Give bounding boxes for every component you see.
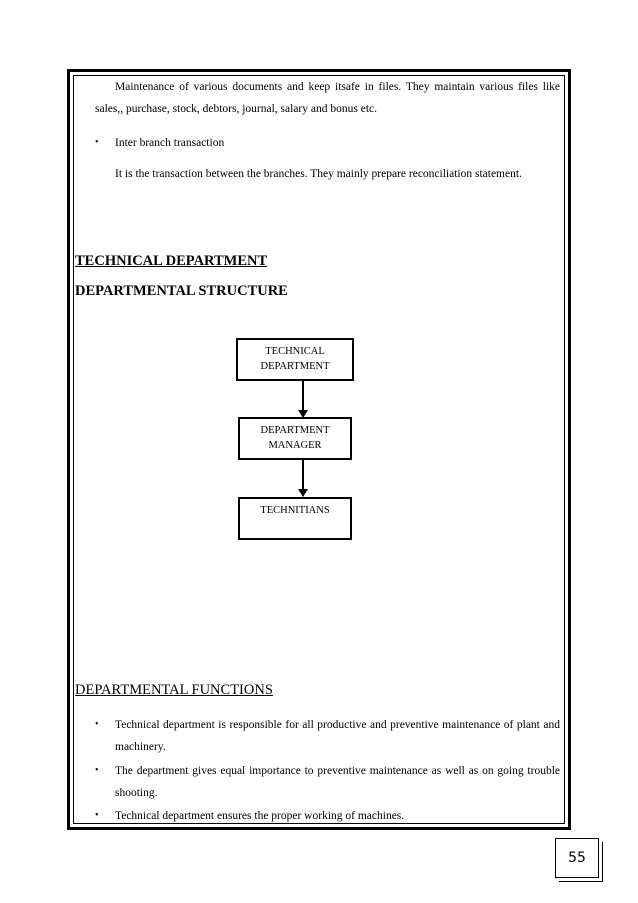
org-box-technical-department <box>236 338 354 381</box>
bullet-icon: • <box>95 810 99 821</box>
bullet-icon: • <box>95 137 99 148</box>
section-heading-functions: DEPARTMENTAL FUNCTIONS <box>75 682 273 698</box>
arrow-line <box>302 460 304 490</box>
org-box-line: DEPARTMENT <box>260 361 330 372</box>
arrow-line <box>302 381 304 411</box>
bullet-icon: • <box>95 719 99 730</box>
branch-paragraph: It is the transaction between the branches. They mainly prepare reconciliation statement. <box>115 168 522 180</box>
bullet-text: The department gives equal importance to preventive maintenance as well as on going trouble shooting. <box>115 765 560 799</box>
bullet-text: Technical department is responsible for all productive and preventive maintenance of plant and machinery. <box>115 719 560 753</box>
list-item <box>95 714 560 758</box>
org-box-line: TECHNICAL <box>265 346 325 357</box>
list-item <box>95 132 560 154</box>
bullet-text: Technical department ensures the proper working of machines. <box>115 810 405 822</box>
list-item <box>95 760 560 804</box>
org-box-line: DEPARTMENT <box>260 425 330 436</box>
arrow-down-icon <box>298 489 308 497</box>
intro-paragraph: Maintenance of various documents and keep itsafe in files. They maintain various files like sales,, purchase, stock, debtors, journal, salary and bonus etc. <box>95 81 560 115</box>
bullet-icon: • <box>95 765 99 776</box>
bullet-text: Inter branch transaction <box>115 137 225 149</box>
page-number: 55 <box>555 838 599 878</box>
org-box-technitians <box>238 497 352 540</box>
org-box-line: TECHNITIANS <box>260 505 330 516</box>
list-item <box>95 805 560 827</box>
org-box-department-manager <box>238 417 352 460</box>
org-box-line: MANAGER <box>268 440 322 451</box>
section-heading-technical: TECHNICAL DEPARTMENT <box>75 253 268 269</box>
section-heading-structure: DEPARTMENTAL STRUCTURE <box>75 283 288 299</box>
